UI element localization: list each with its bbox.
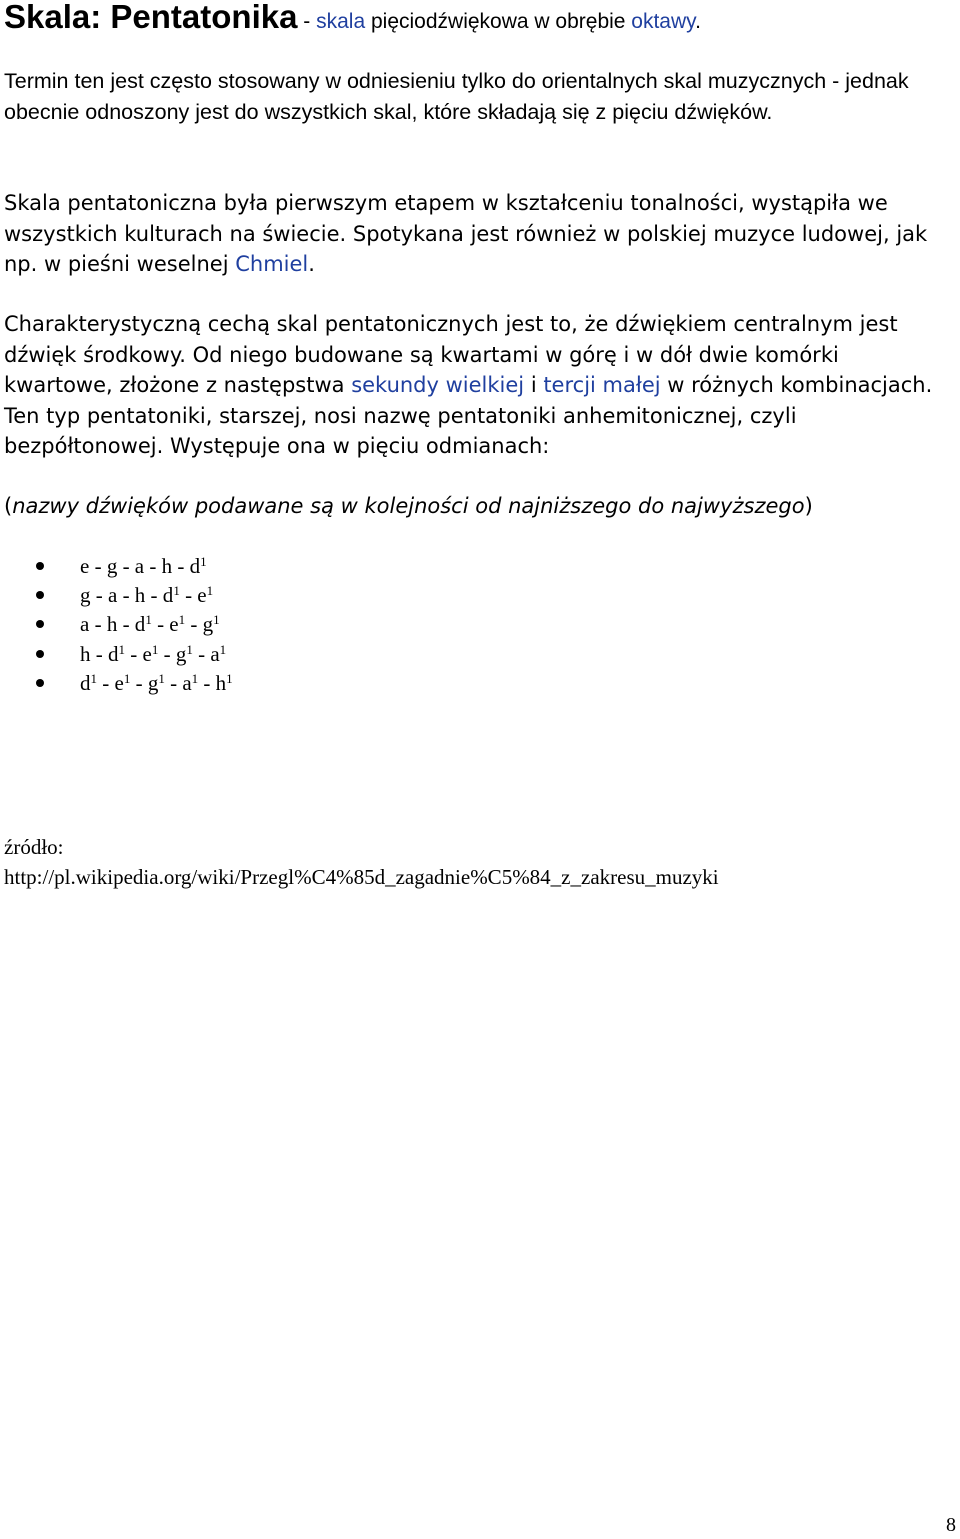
subtitle-period: .: [695, 10, 701, 33]
link-sekundy-wielkiej[interactable]: sekundy wielkiej: [351, 373, 525, 397]
note-order: [4, 491, 954, 522]
scale-notes: g - a - h - $d^1 - e^1$: [80, 583, 214, 608]
bullet-icon: [36, 679, 44, 687]
paragraph-history: [4, 188, 954, 280]
pentatonic-scales-list: [36, 552, 233, 698]
bullet-icon: [36, 650, 44, 658]
link-tercji-malej[interactable]: tercji małej: [543, 373, 661, 397]
paragraph-history-text: Skala pentatoniczna była pierwszym etapem w kształceniu tonalności, wystąpiła we wszystkich kulturach na świecie. Spotykana jest również w polskiej muzyce ludowej, jak np. w pieśni weselnej: [4, 191, 928, 276]
source-url[interactable]: http://pl.wikipedia.org/wiki/Przegl%C4%85d_zagadnie%C5%84_z_zakresu_muzyki: [4, 865, 719, 889]
scale-item: [36, 610, 233, 639]
link-oktawy[interactable]: oktawy: [631, 10, 696, 33]
note-paren-close: ): [804, 494, 813, 518]
paragraph-characteristics: [4, 309, 954, 462]
scale-item: [36, 669, 233, 698]
scale-notes: e - g - a - h - $d^1$: [80, 554, 207, 578]
scale-item: [36, 640, 233, 669]
scale-notes: $d^1 - e^1 - g^1 - a^1 - h^1$: [80, 670, 233, 695]
bullet-icon: [36, 620, 44, 628]
page-title: Skala: Pentatonika: [4, 0, 298, 35]
page-heading: [4, 0, 701, 39]
scale-notes: h - $d^1 - e^1 - g^1 - a^1$: [80, 641, 227, 666]
scale-item: [36, 552, 233, 581]
note-text: nazwy dźwięków podawane są w kolejności od najniższego do najwyższego: [12, 494, 805, 518]
note-paren-open: (: [4, 494, 13, 518]
link-chmiel[interactable]: Chmiel: [235, 252, 309, 276]
paragraph-characteristics-text-a: Charakterystyczną cechą skal pentatonicznych jest to, że dźwiękiem centralnym jest dźwięk środkowy. Od niego budowane są kwartami w górę i w dół dwie komórki kwartowe, złożone z następstwa: [4, 312, 898, 397]
scale-item: [36, 581, 233, 610]
source-label: źródło:: [4, 835, 64, 859]
bullet-icon: [36, 562, 44, 570]
link-skala[interactable]: skala: [316, 10, 366, 33]
paragraph-history-end: .: [308, 252, 315, 276]
paragraph-intro: Termin ten jest często stosowany w odniesieniu tylko do orientalnych skal muzycznych - jednak obecnie odnoszony jest do wszystkich skal, które składają się z pięciu dźwięków.: [4, 69, 909, 124]
bullet-icon: [36, 591, 44, 599]
subtitle-text: pięciodźwiękowa w obrębie: [365, 10, 632, 33]
title-dash: -: [297, 10, 317, 33]
page-number: 8: [946, 1514, 956, 1536]
paragraph-characteristics-text-c: w różnych kombinacjach. Ten typ pentatoniki, starszej, nosi nazwę pentatoniki anhemitonicznej, czyli bezpółtonowej. Występuje ona w pięciu odmianach:: [4, 373, 933, 458]
paragraph-characteristics-text-b: i: [524, 373, 544, 397]
scale-notes: a - h - $d^1 - e^1 - g^1$: [80, 612, 220, 637]
